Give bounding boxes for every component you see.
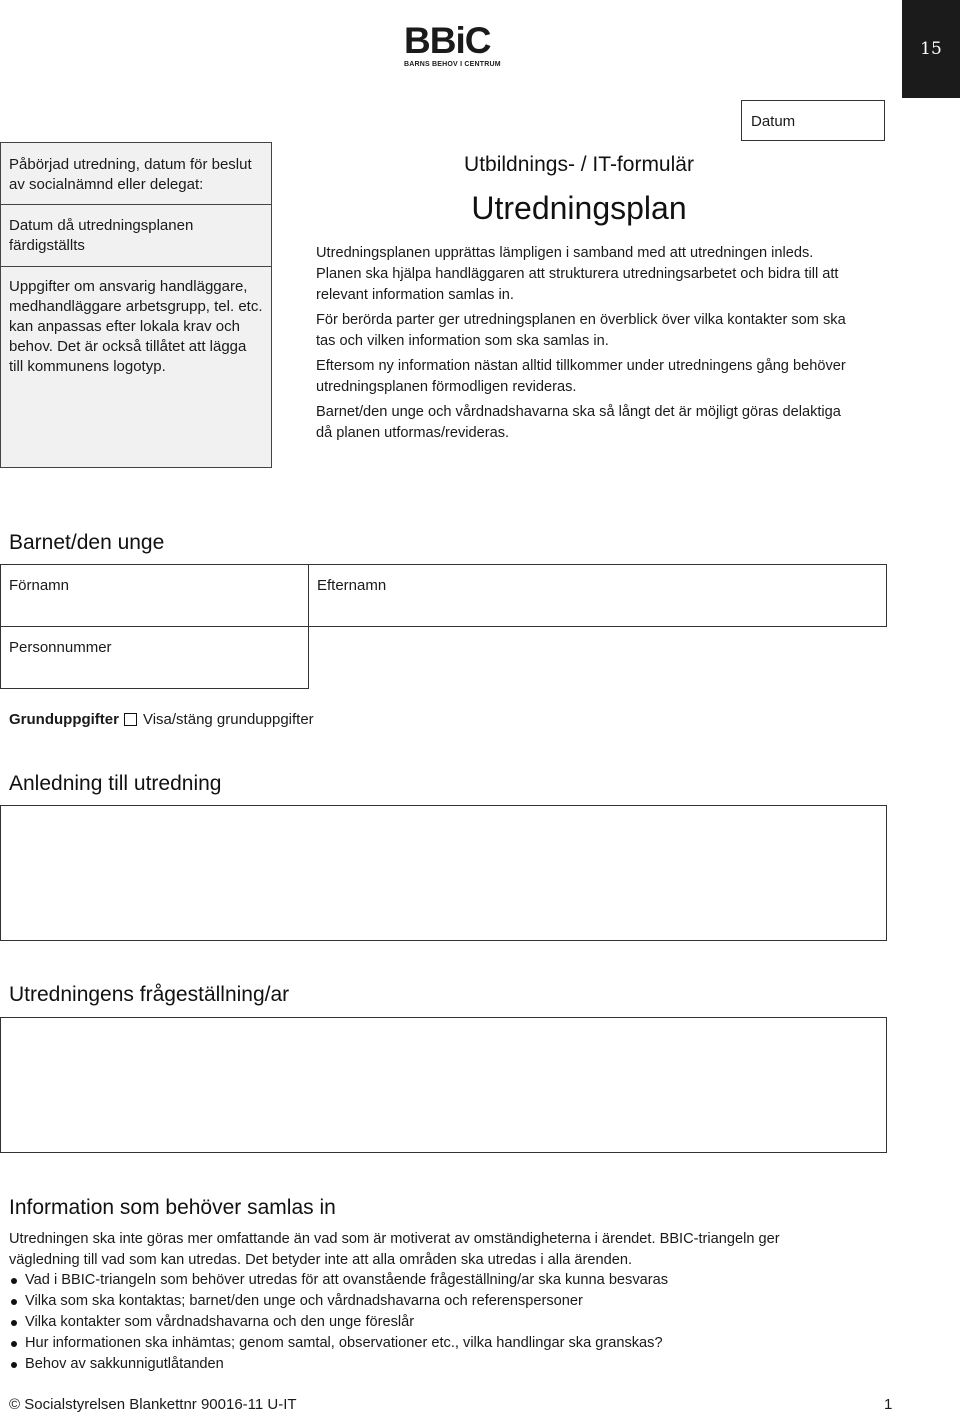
reason-textarea[interactable]: [0, 805, 887, 941]
logo-subtitle: BARNS BEHOV I CENTRUM: [404, 61, 501, 68]
form-title: Utbildnings- / IT-formulär: [464, 153, 694, 176]
basic-info-checkbox[interactable]: [124, 713, 137, 726]
list-item: Vad i BBIC-triangeln som behöver utredas för att ovanstående frågeställning/ar ska kunna besvaras: [9, 1270, 869, 1291]
bullet-icon: [11, 1362, 17, 1368]
datum-label: Datum: [751, 113, 796, 130]
info-bullet-list: [9, 1270, 869, 1375]
first-name-label: Förnamn: [9, 577, 70, 594]
question-textarea[interactable]: [0, 1017, 887, 1153]
info-section-heading: Information som behöver samlas in: [9, 1196, 336, 1219]
bullet-icon: [11, 1278, 17, 1284]
last-name-label: Efternamn: [317, 577, 387, 594]
intro-text: [316, 243, 846, 448]
personal-number-field[interactable]: [0, 626, 309, 689]
intro-paragraph: Barnet/den unge och vårdnadshavarna ska så långt det är möjligt göras delaktiga då planen utformas/revideras.: [316, 404, 841, 441]
intro-paragraph: Eftersom ny information nästan alltid tillkommer under utredningens gång behöver utredningsplanen förmodligen revideras.: [316, 358, 846, 395]
footer-page-number: 1: [884, 1396, 893, 1413]
question-section-heading: Utredningens frågeställning/ar: [9, 983, 290, 1006]
child-section-heading: Barnet/den unge: [9, 531, 165, 554]
list-item: Vilka kontakter som vårdnadshavarna och den unge föreslår: [9, 1312, 869, 1333]
personal-number-label: Personnummer: [9, 639, 112, 656]
first-name-field[interactable]: [0, 564, 309, 627]
datum-field[interactable]: [741, 100, 885, 141]
footer-copyright: © Socialstyrelsen Blankettnr 90016-11 U-IT: [9, 1396, 297, 1413]
instruction-handler-info: Uppgifter om ansvarig handläggare, medhandläggare arbetsgrupp, tel. etc. kan anpassas efter lokala krav och behov. Det är också tillåtet att lägga till kommunens logotyp.: [9, 278, 263, 375]
intro-paragraph: Utredningsplanen upprättas lämpligen i samband med att utredningen inleds. Planen ska hjälpa handläggaren att strukturera utredningsarbetet och bidra till att relevant information samlas in.: [316, 245, 839, 303]
list-item: Behov av sakkunnigutlåtanden: [9, 1354, 869, 1375]
basic-info-label: Grunduppgifter: [9, 711, 119, 728]
logo-letters: BBiC: [404, 20, 491, 61]
instruction-start-date[interactable]: Påbörjad utredning, datum för beslut av socialnämnd eller delegat:: [1, 143, 271, 205]
page-number-tab: [902, 0, 960, 98]
info-section-text: Utredningen ska inte göras mer omfattande än vad som är motiverat av omständigheterna i ärendet. BBIC-triangeln ger vägledning till vad som kan utredas. Det betyder inte att alla områden ska utredas i alla ärenden.: [9, 1231, 780, 1268]
bullet-icon: [11, 1299, 17, 1305]
basic-info-toggle-row: [9, 711, 314, 728]
bullet-icon: [11, 1341, 17, 1347]
instruction-plan-date[interactable]: Datum då utredningsplanen färdigställts: [1, 205, 271, 267]
reason-section-heading: Anledning till utredning: [9, 772, 222, 795]
list-item: Vilka som ska kontaktas; barnet/den unge och vårdnadshavarna och referenspersoner: [9, 1291, 869, 1312]
last-name-field[interactable]: [308, 564, 887, 627]
page-title: Utredningsplan: [471, 190, 687, 226]
bullet-icon: [11, 1320, 17, 1326]
intro-paragraph: För berörda parter ger utredningsplanen en överblick över vilka kontakter som ska tas och vilken information som ska samlas in.: [316, 312, 846, 349]
page-number: 15: [920, 39, 942, 59]
basic-info-toggle-label: Visa/stäng grunduppgifter: [142, 711, 314, 728]
instruction-box: [0, 142, 272, 468]
bbic-logo: [404, 22, 508, 70]
list-item: Hur informationen ska inhämtas; genom samtal, observationer etc., vilka handlingar ska granskas?: [9, 1333, 869, 1354]
